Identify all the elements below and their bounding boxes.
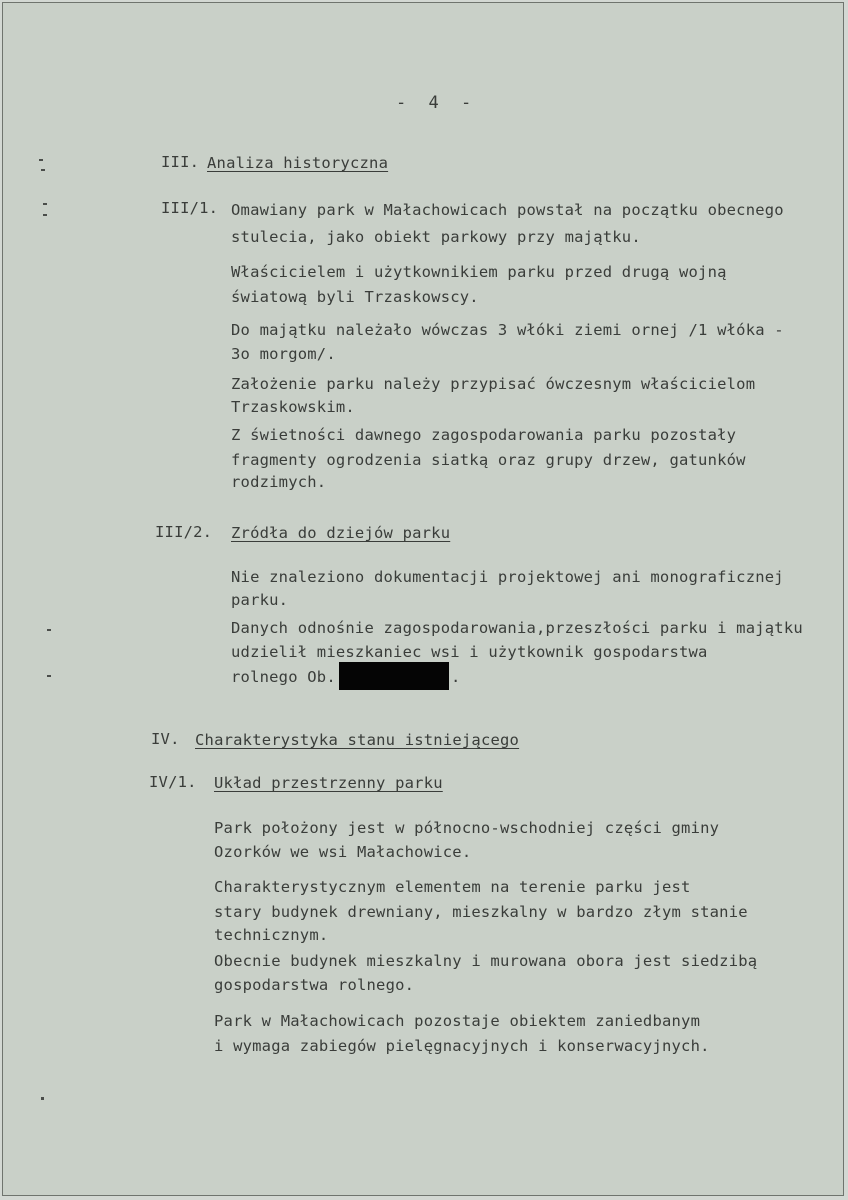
subsection-heading: Układ przestrzenny parku [214, 774, 443, 792]
section-heading: Charakterystyka stanu istniejącego [195, 731, 520, 749]
body-line: stary budynek drewniany, mieszkalny w bardzo złym stanie [214, 903, 748, 921]
section-number: III. [161, 153, 200, 171]
body-line: rodzimych. [231, 473, 327, 491]
margin-mark [47, 629, 51, 631]
body-line: Założenie parku należy przypisać ówczesnym właścicielom [231, 375, 756, 393]
body-line: Danych odnośnie zagospodarowania,przeszłości parku i majątku [231, 619, 803, 637]
margin-mark [43, 203, 47, 205]
margin-mark [43, 214, 47, 216]
body-line: 3o morgom/. [231, 345, 336, 363]
body-line: Park położony jest w północno-wschodniej części gminy [214, 819, 720, 837]
body-line: Park w Małachowicach pozostaje obiektem zaniedbanym [214, 1012, 701, 1030]
redacted-name-box [339, 662, 449, 690]
body-line: udzielił mieszkaniec wsi i użytkownik gospodarstwa [231, 643, 708, 661]
page-number: - 4 - [396, 93, 478, 113]
section-heading: Analiza historyczna [207, 154, 389, 172]
section-number: IV. [151, 730, 180, 748]
subsection-heading: Zródła do dziejów parku [231, 524, 451, 542]
subsection-number: III/2. [155, 523, 213, 541]
margin-mark [41, 169, 45, 171]
trailing-period: . [451, 668, 461, 686]
body-line: parku. [231, 591, 289, 609]
body-line: Właścicielem i użytkownikiem parku przed drugą wojną [231, 263, 727, 281]
body-line: Trzaskowskim. [231, 398, 355, 416]
body-line: fragmenty ogrodzenia siatką oraz grupy drzew, gatunków [231, 451, 746, 469]
body-line: rolnego Ob. [231, 668, 336, 686]
margin-mark [39, 159, 43, 161]
body-line: Z świetności dawnego zagospodarowania parku pozostały [231, 426, 737, 444]
body-line: technicznym. [214, 926, 329, 944]
body-line: stulecia, jako obiekt parkowy przy majątku. [231, 228, 641, 246]
body-line: Ozorków we wsi Małachowice. [214, 843, 472, 861]
margin-mark [41, 1097, 44, 1100]
margin-mark [47, 675, 51, 677]
body-line: Obecnie budynek mieszkalny i murowana obora jest siedzibą [214, 952, 758, 970]
body-line: światową byli Trzaskowscy. [231, 288, 479, 306]
body-line: i wymaga zabiegów pielęgnacyjnych i konserwacyjnych. [214, 1037, 710, 1055]
body-line: Nie znaleziono dokumentacji projektowej ani monograficznej [231, 568, 784, 586]
subsection-number: III/1. [161, 199, 219, 217]
body-line: Omawiany park w Małachowicach powstał na początku obecnego [231, 201, 784, 219]
body-line: gospodarstwa rolnego. [214, 976, 415, 994]
subsection-number: IV/1. [149, 773, 197, 791]
body-line: Do majątku należało wówczas 3 włóki ziemi ornej /1 włóka - [231, 321, 784, 339]
document-page [2, 2, 844, 1196]
body-line: Charakterystycznym elementem na terenie parku jest [214, 878, 691, 896]
